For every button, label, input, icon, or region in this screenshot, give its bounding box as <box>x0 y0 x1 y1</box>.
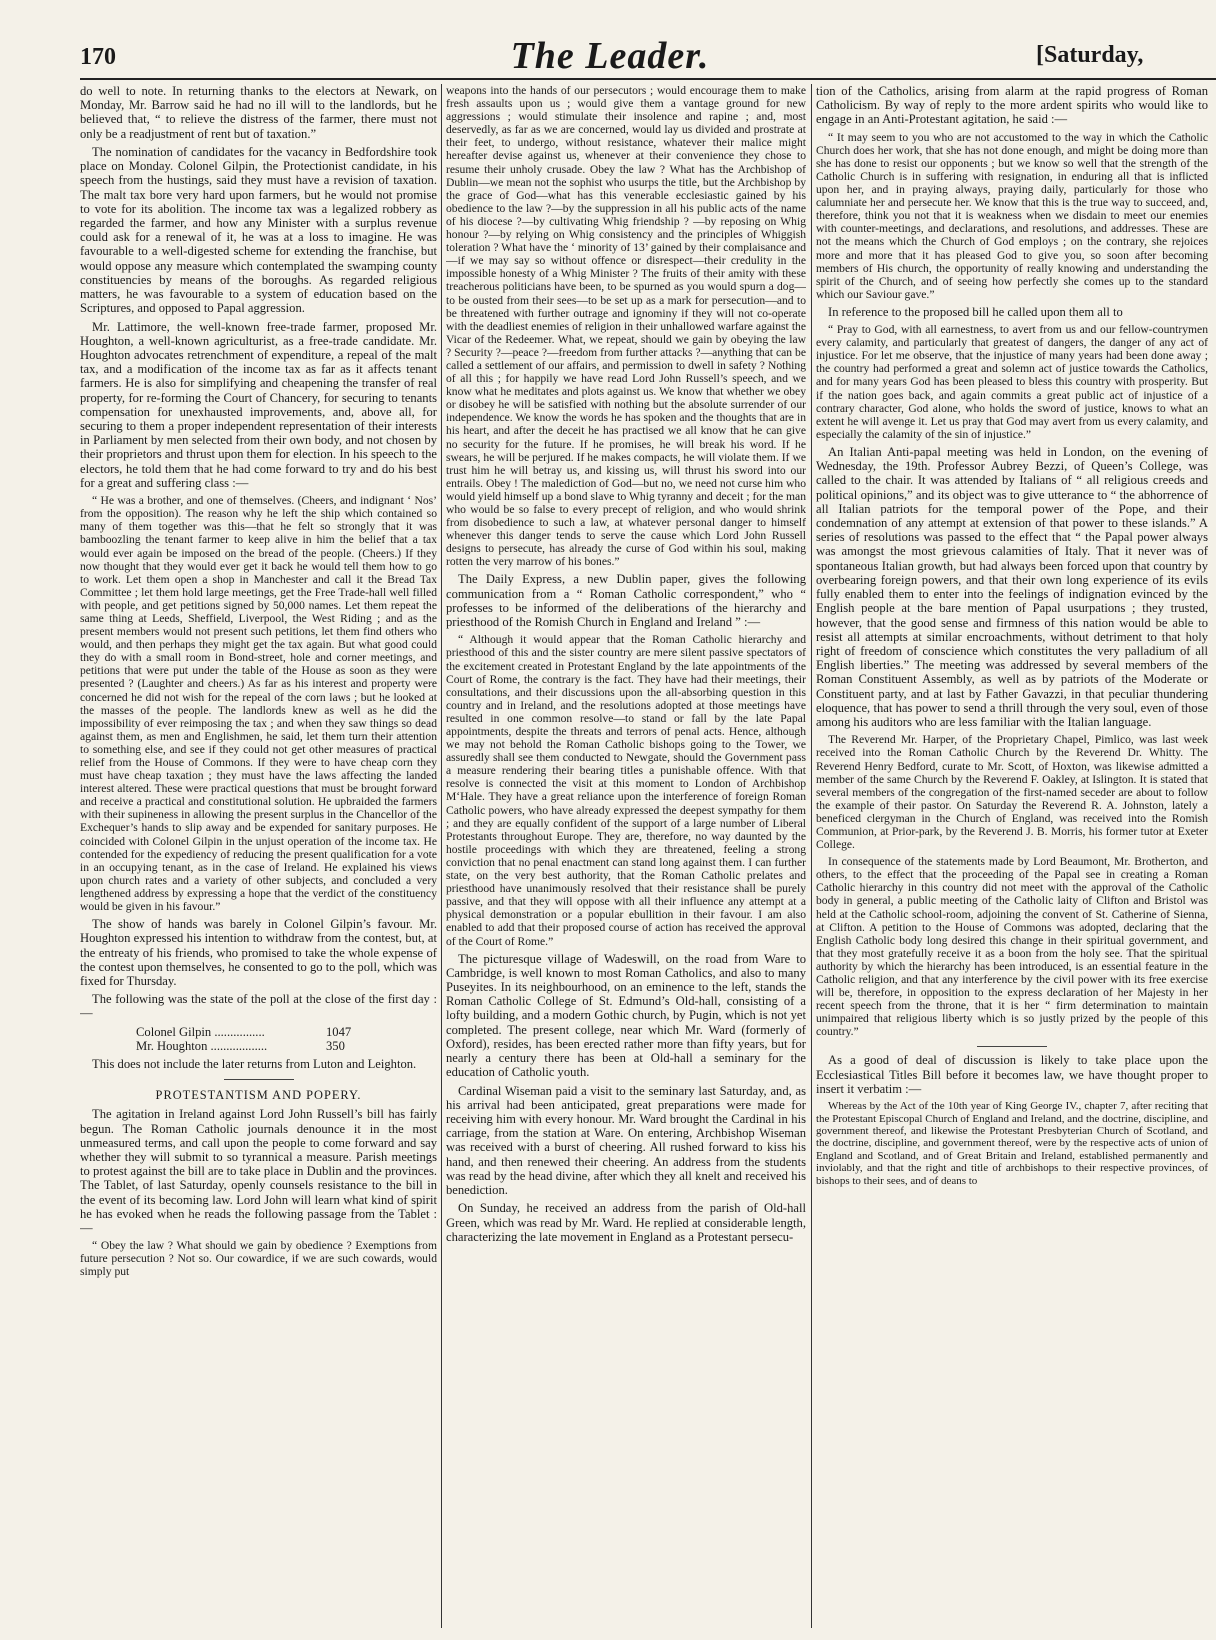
section-heading: PROTESTANTISM AND POPERY. <box>155 1088 362 1103</box>
vote-count: 350 <box>326 1038 345 1053</box>
column-divider <box>441 84 442 1628</box>
page-number: 170 <box>80 44 116 70</box>
poll-row <box>80 1025 437 1039</box>
paragraph: The nomination of candidates for the vacancy in Bedfordshire took place on Monday. Colonel Gilpin, the Protectionist candidate, in his speech from the hustings, said they must have a revision of taxation. The malt tax bore very hard upon farmers, but he would not promise to vote for its abolition. The income tax was a legalized robbery as regarded the farmer, and how any Minister with a surplus revenue could ask for a renewal of it, he was at a loss to imagine. He was favourable to a well-digested scheme for extending the franchise, but would oppose any measure which contemplated the swamping county constituencies by means of the boroughs. As regarded religious matters, he was favourable to a system of education based on the Scriptures, and opposed to Papal aggression. <box>80 144 437 316</box>
quotation: Whereas by the Act of the 10th year of King George IV., chapter 7, after reciting that the Protestant Episcopal Church of England and Ireland, and the doctrine, discipline, and government thereof, and likewise the Protestant Presbyterian Church of Scotland, and the doctrine, discipline, and government thereof, were by the respective acts of union of England and Scotland, and of Great Britain and Ireland, established permanently and inviolably, and that the right and title of archbishops to their respective provinces, of bishops to their sees, and of deans to <box>816 1100 1208 1187</box>
section-separator <box>977 1046 1047 1047</box>
column-divider <box>811 84 812 1628</box>
paragraph: In consequence of the statements made by Lord Beaumont, Mr. Brotherton, and others, to the effect that the proceeding of the Papal see in creating a Roman Catholic hierarchy in this country did not meet with the approval of the Catholic body in general, a public meeting of the Catholic laity of Clifton and Bristol was held at the Catholic school-room, adjoining the convent of St. Catherine of Sienna, at Clifton. A petition to the House of Commons was adopted, declaring that the English Catholic body long desired this change in their spiritual government, and that they most gratefully receive it as a boon from the holy see. That the spiritual authority by which the hierarchy has been introduced, is an essential feature in the Catholic religion, and that any interference by the civil power with its free exercise will be, therefore, in opposition to the express declaration of her Majesty in her recent speech from the throne, that it is her “ firm determination to maintain unimpaired that religious liberty which is so justly prized by the people of this country.” <box>816 855 1208 1039</box>
paragraph: In reference to the proposed bill he called upon them all to <box>828 304 1123 319</box>
paragraph: The Reverend Mr. Harper, of the Proprietary Chapel, Pimlico, was last week received into the Roman Catholic Church by the Reverend Dr. Whitty. The Reverend Henry Bedford, curate to Mr. Scott, of Hoxton, was likewise admitted a member of the same Church by the Reverend F. Oakley, at Islington. It is stated that several members of the congregation of the first-named seceder are about to follow the example of their pastor. On Saturday the Reverend R. A. Johnston, lately a beneficed clergyman in the Church of England, was received into the Romish Communion, at Prior-park, by the Reverend J. B. Morris, his former tutor at Exeter College. <box>816 733 1208 852</box>
candidate-name: Colonel Gilpin ................ <box>136 1024 265 1039</box>
quotation: “ Although it would appear that the Roman Catholic hierarchy and priesthood of this and the sister country are mere silent passive spectators of the excitement created in Protestant England by the late appointments of the Court of Rome, the contrary is the fact. They have had their meetings, their consultations, and their discussions upon the all-absorbing question in this country and in Ireland, and the resolutions adopted at those meetings have resulted in one common resolve—to stand or fall by the late Papal appointments, despite the threats and terrors of penal acts. Hence, although we may not behold the Roman Catholic bishops going to the Tower, we assuredly shall see them conducted to Newgate, should the Government pass a measure rendering their bearing titles a punishable offence. With that resolve is connected the visit at this moment to London of Archbishop M‘Hale. They have a great reliance upon the interference of foreign Roman Catholic powers, who have already expressed the deepest sympathy for them ; and they are equally confident of the support of a large number of Liberal Protestants throughout Europe. They are, therefore, no way daunted by the hostile proceedings with which they are threatened, feeling a strong conviction that no penal enactment can stand long against them. I can further state, on the very best authority, that the Roman Catholic prelates and priesthood have unanimously resolved that their resistance shall be purely passive, and that they will oppose with all their influence any attempt at a physical demonstration or a popular ebullition in their favour. I am also enabled to add that their proposed course of action has received the approval of the Court of Rome.” <box>446 633 806 948</box>
candidate-name: Mr. Houghton .................. <box>136 1038 268 1053</box>
quotation: weapons into the hands of our persecutors ; would encourage them to make fresh assaults upon us ; would give them a vantage ground for new aggressions ; would stimulate their insolence and rapine ; and, most deservedly, as far as we are concerned, would lay us divided and prostrate at their feet, to undergo, without resistance, whatever their malice might hereafter devise against us, whenever at their convenience they chose to resume their unholy crusade. Obey the law ? What has the Archbishop of Dublin—we mean not the sophist who usurps the title, but the Archbishop by the grace of God—what has this venerable ecclesiastic gained by his obedience to the law ?—by the suppression in all his public acts of the name of his diocese ?—by cultivating Whig friendship ? —by reposing on Whig honour ?—by relying on Whig consistency and the principles of Whiggish toleration ? What have the ‘ minority of 13’ gained by their complaisance and—if we may say so without offence or disrespect—their credulity in the impossible honesty of a Whig Minister ? The fruits of their amity with these treacherous politicians have been, to be spurned as you would spurn a dog—to be ousted from their sees—to be set up as a mark for persecution—and to be threatened with further outrage and ignominy if they will not co-operate with the deadliest enemies of religion in their unhallowed warfare against the Vicar of the Redeemer. What, we repeat, should we gain by obeying the law ? Security ?—peace ?—freedom from further attacks ?—anything that can be called a settlement of our affairs, and permission to dwell in safety ? Nothing of all this ; for happily we have read Lord John Russell’s speech, and we know what he meditates and plots against us. We know that whether we obey or disobey he will be satisfied with nothing but the absolute surrender of our independence. We know the words he has spoken and the thoughts that are in his heart, and after the deceit he has practised we all know that he can give no security for the future. If he promises, he will break his word. If he swears, he will be perjured. If he makes compacts, he will violate them. If we trust him he will betray us, and kissing us, will thrust his sword into our entrails. Obey ! The malediction of God—but no, we need not curse him who would yield himself up a bond slave to Whig tyranny and deceit ; for the man who would be so false to every precept of religion, and who would shrink from disobedience to such a law, at whatever personal danger to himself whenever this danger tends to serve the cause which Lord John Russell designs to persecute, has already the curse of God within his soul, making rotten the very marrow of his bones.” <box>446 84 806 569</box>
paragraph: The show of hands was barely in Colonel Gilpin’s favour. Mr. Houghton expressed his intention to withdraw from the contest, but, at the entreaty of his friends, who promised to take the whole expense of the contest upon themselves, he consented to go to the poll, which was fixed for Thursday. <box>80 917 437 988</box>
column-1 <box>80 84 437 1628</box>
paragraph: do well to note. In returning thanks to the electors at Newark, on Monday, Mr. Barrow said he had no ill will to the landlords, but he believed that, “ to relieve the distress of the farmer, there must not only be a readjustment of rent but of taxation.” <box>80 84 437 141</box>
paragraph: tion of the Catholics, arising from alarm at the rapid progress of Roman Catholicism. By way of reply to the more ardent spirits who would like to engage in an Anti-Protestant agitation, he said :— <box>816 84 1208 127</box>
section-separator <box>224 1079 294 1080</box>
paragraph: The picturesque village of Wadeswill, on the road from Ware to Cambridge, is well known to most Roman Catholics, and also to many Puseyites. In its neighbourhood, on an eminence to the left, stands the Roman Catholic College of St. Edmund’s Old-hall, consisting of a lofty building, and a modern Gothic church, by Pugin, which is not yet completed. The present college, near which Mr. Ward (formerly of Oxford), resides, has been erected rather more than fifty years, but for nearly a century there has been at Old-hall a seminary for the education of Catholic youth. <box>446 951 806 1080</box>
paragraph: An Italian Anti-papal meeting was held in London, on the evening of Wednesday, the 19th. Professor Aubrey Bezzi, of Queen’s College, was called to the chair. It was attended by Italians of “ all religious creeds and political opinions,” and its object was to give utterance to “ the abhorrence of all Italian patriots for the temporal power of the Pope, and their condemnation of any attempt at extension of that power to these islands.” A series of resolutions was passed to the effect that “ the Papal power always was amongst the most grievous calamities of Italy. That it never was of spontaneous Italian growth, but had always been forced upon that country by overbearing foreign powers, and that their own long experience of its evils fully enabled them to enter into the feelings of indignation evinced by the English people at the bare mention of Papal usurpations ; they trusted, however, that the good sense and firmness of this nation would be able to resist all attempts at similar encroachments, without detriment to that holy right of freedom of conscience which constitutes the very palladium of all English liberties.” The meeting was addressed by several members of the Roman Constituent Assembly, as well as by patriots of the Moderate or Constituent party, and at last by Father Gavazzi, in that peculiar thundering eloquence, that has power to send a thrill through the very soul, even of those among his auditors who are less familiar with the Italian language. <box>816 444 1208 730</box>
column-3 <box>816 84 1208 1628</box>
paragraph: As a good of deal of discussion is likely to take place upon the Ecclesiastical Titles Bill before it becomes law, we have thought proper to insert it verbatim :— <box>816 1053 1208 1096</box>
vote-count: 1047 <box>326 1024 352 1039</box>
day-label: [Saturday, <box>1036 42 1144 68</box>
paragraph: Cardinal Wiseman paid a visit to the seminary last Saturday, and, as his arrival had been anticipated, great preparations were made for receiving him with every honour. Mr. Ward brought the Cardinal in his carriage, from the station at Ware. On entering, Archbishop Wiseman was received with a burst of cheering. All rushed forward to kiss his hand, and then renewed their cheering. An address from the students was read by the head divine, after which they all knelt and received his benediction. <box>446 1083 806 1198</box>
paragraph: The following was the state of the poll at the close of the first day :— <box>80 992 437 1021</box>
quotation: “ Obey the law ? What should we gain by obedience ? Exemptions from future persecution ? Not so. Our cowardice, if we are such cowards, would simply put <box>80 1239 437 1279</box>
paragraph: The agitation in Ireland against Lord John Russell’s bill has fairly begun. The Roman Catholic journals denounce it in the most unmeasured terms, and call upon the people to come forward and say whether they will submit to so tyrannical a measure. Parish meetings to protest against the bill are to take place in Dublin and the provinces. The Tablet, of last Saturday, openly counsels resistance to the bill in the event of its becoming law. Lord John will learn what kind of spirit he has evoked when he reads the following passage from the Tablet :— <box>80 1107 437 1236</box>
paragraph: Mr. Lattimore, the well-known free-trade farmer, proposed Mr. Houghton, a well-known agriculturist, as a free-trade candidate. Mr. Houghton advocates retrenchment of expenditure, a repeal of the malt tax, and a modification of the income tax as far as it affects tenant farmers. He is also for simplifying and cheapening the transfer of real property, for re-forming the Court of Chancery, for securing to tenants compensation for unexhausted improvements, and, above all, for securing to them a proper independent representation of their interests in Parliament by men selected from their own body, and not chosen by their proprietors and thrust upon them for election. In his speech to the electors, he told them that he had come forward to try and do his best for a great and suffering class :— <box>80 319 437 490</box>
paragraph: The Daily Express, a new Dublin paper, gives the following communication from a “ Roman Catholic correspondent,” who “ professes to be informed of the deliberations of the hierarchy and priesthood of the Romish Church in England and Ireland ” :— <box>446 572 806 630</box>
masthead: The Leader. <box>510 35 710 77</box>
header-rule <box>80 78 1216 80</box>
paragraph: This does not include the later returns from Luton and Leighton. <box>92 1057 417 1072</box>
quotation: “ It may seem to you who are not accustomed to the way in which the Catholic Church does her work, that she has not done enough, and might be doing more than she has done to resist our opponents ; but we know so well that the strength of the Catholic Church is in suffering with resignation, in enduring all that is inflicted upon her, and in praying always, praying daily, particularly for those who calumniate her and persecute her. We know that this is the true way to succeed, and, therefore, think you not that it is weakness when we disdain to meet our enemies with counter-meetings, and declarations, and resolutions, and addresses. These are not the means which the Church of God employs ; on the contrary, she rejoices more and more that it has pleased God to give you, so soon after becoming members of His church, the opportunity of really knowing and understanding the spirit of the Church, and of seeing how perfectly she comes up to the standard which our Saviour gave.” <box>816 130 1208 301</box>
quotation: “ Pray to God, with all earnestness, to avert from us and our fellow-countrymen every calamity, and particularly that greatest of dangers, the danger of any act of injustice. For let me observe, that the injustice of many years had been done away ; the country had performed a great and solemn act of justice towards the Catholics, and for many years God has been pleased to bless this country with prosperity. But if the nation goes back, and again commits a great public act of injustice of a contrary character, God alone, who holds the sword of justice, knows to what an extent he will avenge it. Let us pray that God may avert from us every calamity, and especially the calamity of the sin of injustice.” <box>816 323 1208 441</box>
poll-row <box>80 1039 437 1053</box>
page-header <box>0 0 1216 78</box>
paragraph: On Sunday, he received an address from the parish of Old-hall Green, which was read by Mr. Ward. He replied at considerable length, characterizing the late movement in England as a Protestant persecu- <box>446 1201 806 1244</box>
column-2 <box>446 84 806 1628</box>
quotation: “ He was a brother, and one of themselves. (Cheers, and indignant ‘ Nos’ from the opposition). The reason why he left the ship which contained so many of them together was this—that he felt so strongly that it was bamboozling the tenant farmer to keep alive in him the belief that a tax would ever again be imposed on the bread of the people. (Cheers.) If they now thought that they would ever get it back he would tell them how to go to work. Let them open a shop in Manchester and call it the Bread Tax Committee ; let them hold large meetings, get the Free Trade-hall well filled with people, and get petitions signed by 50,000 names. Let them repeat the same thing at Leeds, Sheffield, Liverpool, the West Riding ; and as the present members would not present such petitions, let them find others who would, and then perhaps they might get the tax again. But what good could they do with a small room in Bond-street, hole and corner meetings, and petitions that were put under the table of the House as soon as they were presented ? (Laughter and cheers.) As far as his interest and property were concerned he did not wish for the repeal of the corn laws ; but he looked at the masses of the people. The landlords knew as well as he did the impossibility of ever reimposing the tax ; and when they saw things so dead against them, as men and Englishmen, he said, let them turn their attention to something else, and see if they could not get other measures of practical relief from the House of Commons. If they were to have cheap corn they must have cheap taxation ; they must have the laws affecting the landed interest altered. These were practical questions that must be brought forward and receive a practical and constitutional solution. He upbraided the farmers with their supineness in allowing the present surplus in the Chancellor of the Exchequer’s hands to slip away and be expended for sanitary purposes. He coincided with Colonel Gilpin in the unjust operation of the income tax. He contended for the expediency of reducing the present qualification for a vote in an occupying tenant, as in the case of Ireland. He explained his views upon church rates and a variety of other subjects, and concluded a very lengthened address by expressing a hope that the verdict of the constituency would be given in his favour.” <box>80 494 437 914</box>
poll-results <box>80 1025 437 1053</box>
